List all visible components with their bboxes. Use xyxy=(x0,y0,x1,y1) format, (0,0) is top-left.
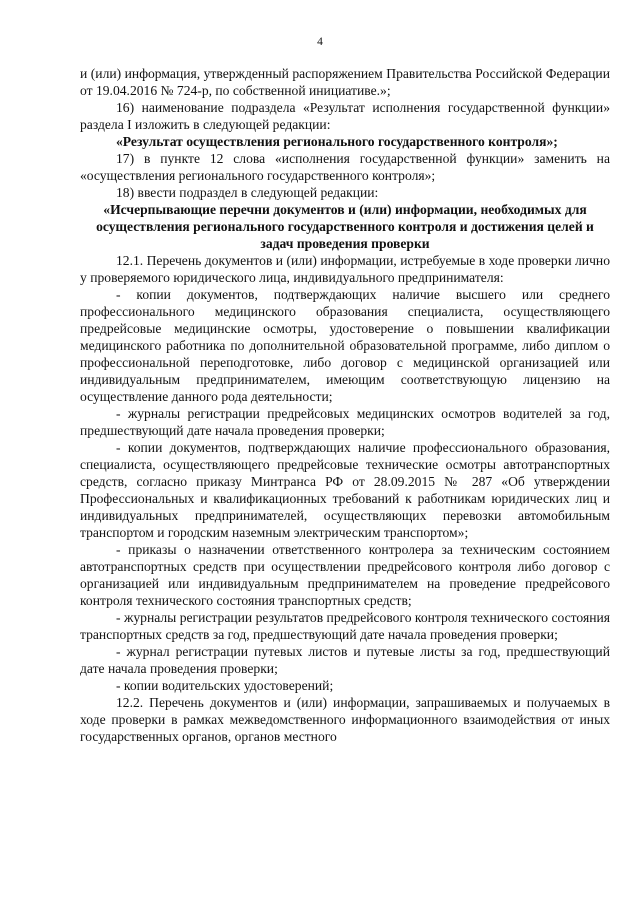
list-item-waybill-journal: - журнал регистрации путевых листов и путевые листы за год, предшествующий дате начала проведения проверки; xyxy=(80,644,610,676)
list-item-controller-orders: - приказы о назначении ответственного контролера за техническим состоянием автотранспортных средств при осуществлении предрейсового контроля либо договор с организацией или индивидуальным предпринимателем на проведение предрейсового контроля технического состояния транспортных средств; xyxy=(80,542,610,608)
paragraph-item-16: 16) наименование подраздела «Результат исполнения государственной функции» раздела I изложить в следующей редакции: xyxy=(80,100,610,132)
paragraph-12-2: 12.2. Перечень документов и (или) информации, запрашиваемых и получаемых в ходе проверки в рамках межведомственного информационного взаимодействия от иных государственных органов, органов местного xyxy=(80,695,610,744)
list-item-education-docs: - копии документов, подтверждающих наличие профессионального образования, специалиста, осуществляющего предрейсовые технические осмотры автотранспортных средств, согласно приказу Минтранса РФ от 28.09.2015 № 287 «Об утверждении Профессиональных и квалификационных требований к работникам юридических лиц и индивидуальных предпринимателей, осуществляющих перевозки автомобильным транспортом и городским наземным электрическим транспортом»; xyxy=(80,440,610,540)
list-item-medical-journals: - журналы регистрации предрейсовых медицинских осмотров водителей за год, предшествующий дате начала проведения проверки; xyxy=(80,406,610,438)
paragraph-item-18: 18) ввести подраздел в следующей редакции: xyxy=(116,185,379,200)
paragraph-continuation: и (или) информация, утвержденный распоряжением Правительства Российской Федерации от 19.04.2016 № 724-р, по собственной инициативе.»; xyxy=(80,66,610,98)
list-item-driver-licenses: - копии водительских удостоверений; xyxy=(116,678,334,693)
document-body xyxy=(80,65,610,745)
list-item-control-journals: - журналы регистрации результатов предрейсового контроля технического состояния транспортных средств за год, предшествующий дате начала проведения проверки; xyxy=(80,610,610,642)
paragraph-12-1: 12.1. Перечень документов и (или) информации, истребуемые в ходе проверки лично у проверяемого юридического лица, индивидуального предпринимателя: xyxy=(80,253,610,285)
subsection-title-result: «Результат осуществления регионального государственного контроля»; xyxy=(116,134,558,149)
paragraph-item-17: 17) в пункте 12 слова «исполнения государственной функции» заменить на «осуществления регионального государственного контроля»; xyxy=(80,151,610,183)
list-item-medical-docs: - копии документов, подтверждающих наличие высшего или среднего профессионального медицинского образования специалиста, осуществляющего предрейсовые медицинские осмотры, удостоверение о повышении квалификации медицинского работника по дополнительной образовательной программе, либо диплом о профессиональной переподготовке, либо договор с медицинской организацией или индивидуальным предпринимателем, имеющим соответствующую лицензию на осуществление данного рода деятельности; xyxy=(80,287,610,404)
page-number: 4 xyxy=(317,36,323,48)
subsection-heading: «Исчерпывающие перечни документов и (или) информации, необходимых для осуществления регионального государственного контроля и достижения целей и задач проведения проверки xyxy=(96,202,594,251)
